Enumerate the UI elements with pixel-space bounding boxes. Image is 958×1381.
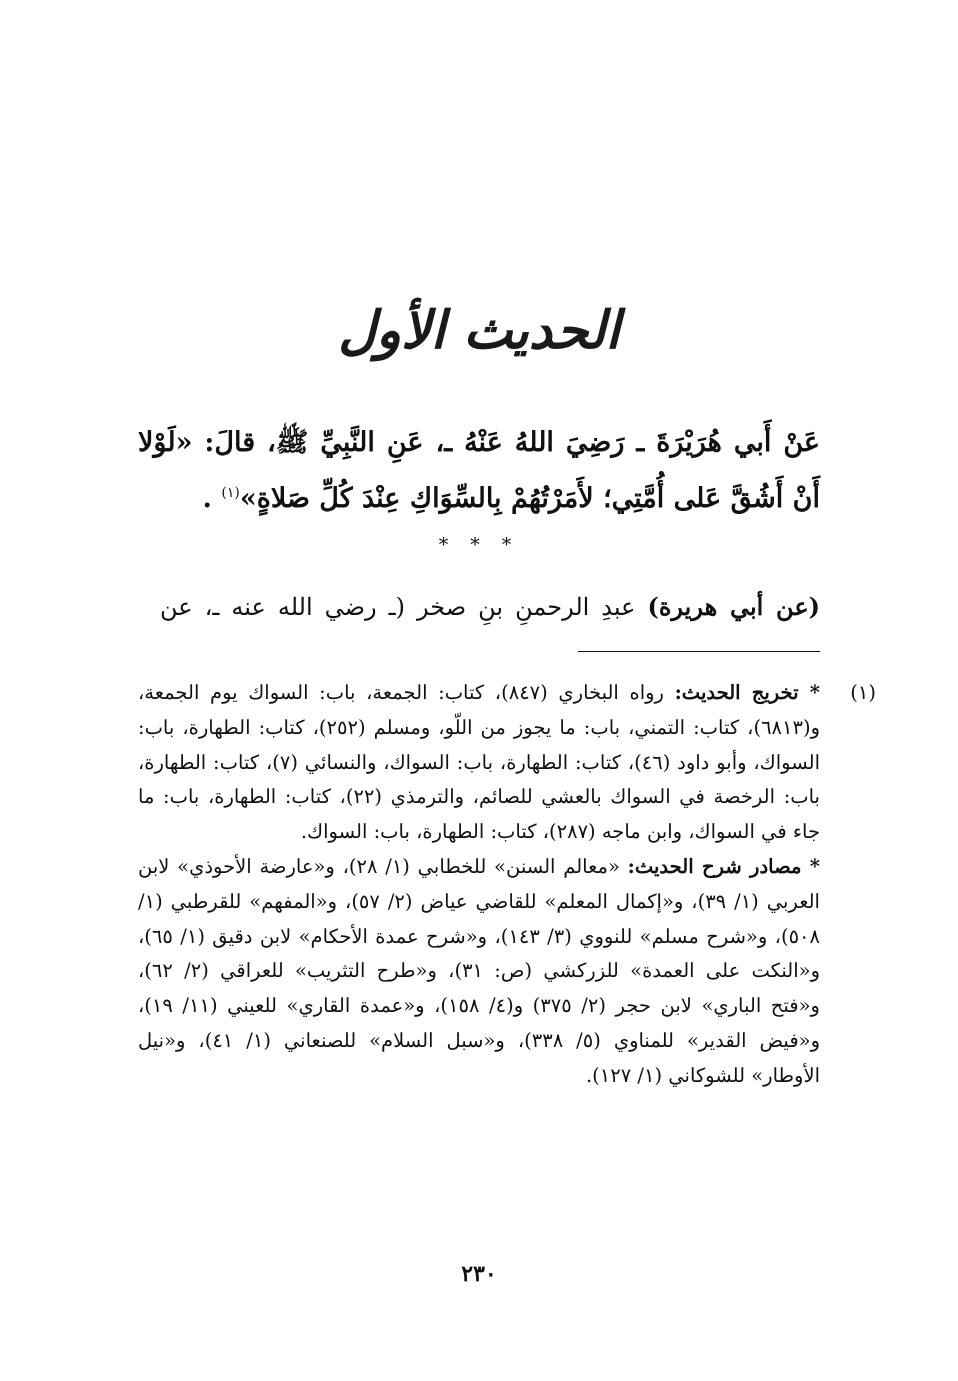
takhrij-text: رواه البخاري (٨٤٧)، كتاب: الجمعة، باب: السواك يوم الجمعة، و(٦٨١٣)، كتاب: التمني، باب: ما يجوز من اللّو، ومسلم (٢٥٢)، كتاب: الطهارة، باب: السواك، وأبو داود (٤٦)، كتاب: الطهارة، باب: السواك، والنسائي (٧)، كتاب: الطهارة، باب: الرخصة في السواك بالعشي للصائم، والترمذي (٢٢)، كتاب: الطهارة، باب: ما جاء في السواك، وابن ماجه (٢٨٧)، كتاب: الطهارة، باب: السواك. [138,681,820,844]
footnote-takhrij [138,676,820,850]
footnote-reference[interactable]: (١) [221,485,240,501]
section-separator: * * * [438,534,520,556]
footnote-number: (١) [850,681,876,704]
takhrij-label: * تخريج الحديث: [674,681,820,704]
hadith-text: عَنْ أَبي هُرَيْرَةَ ـ رَضِيَ اللهُ عَنْهُ ـ، عَنِ النَّبِيِّ ﷺ، قالَ: «لَوْلا أَنْ أَشُقَّ عَلى أُمَّتِي؛ لأَمَرْتُهُمْ بِالسِّوَاكِ عِنْدَ كُلِّ صَلاةٍ» [138,427,820,514]
hadith-text-block [138,415,820,527]
commentary-lemma: (عن أبي هريرة) [647,592,821,621]
commentary-body: عبدِ الرحمنِ بنِ صخر (ـ رضي الله عنه ـ، عن [160,593,648,621]
sources-text: «معالم السنن» للخطابي (١/ ٢٨)، و«عارضة الأحوذي» لابن العربي (١/ ٣٩)، و«إكمال المعلم» للقاضي عياض (٢/ ٥٧)، و«المفهم» للقرطبي (١/ ٥٠٨)، و«شرح مسلم» للنووي (٣/ ١٤٣)، و«شرح عمدة الأحكام» لابن دقيق (١/ ٦٥)، و«النكت على العمدة» للزركشي (ص: ٣١)، و«طرح التثريب» للعراقي (٢/ ٦٢)، و«فتح الباري» لابن حجر (٢/ ٣٧٥) و(٤/ ١٥٨)، و«عمدة القاري» للعيني (١١/ ١٩)، و«فيض القدير» للمناوي (٥/ ٣٣٨)، و«سبل السلام» للصنعاني (١/ ٤١)، و«نيل الأوطار» للشوكاني (١/ ١٢٧). [138,854,821,1087]
page-number: ٢٣٠ [461,1261,497,1287]
hadith-end: . [202,483,222,514]
sources-label: * مصادر شرح الحديث: [627,854,820,878]
footnote-divider [578,651,820,652]
commentary-text [160,584,820,630]
footnote-sources [138,850,820,1094]
footnotes-section [138,676,876,1094]
chapter-title: الحديث الأول [338,300,620,361]
